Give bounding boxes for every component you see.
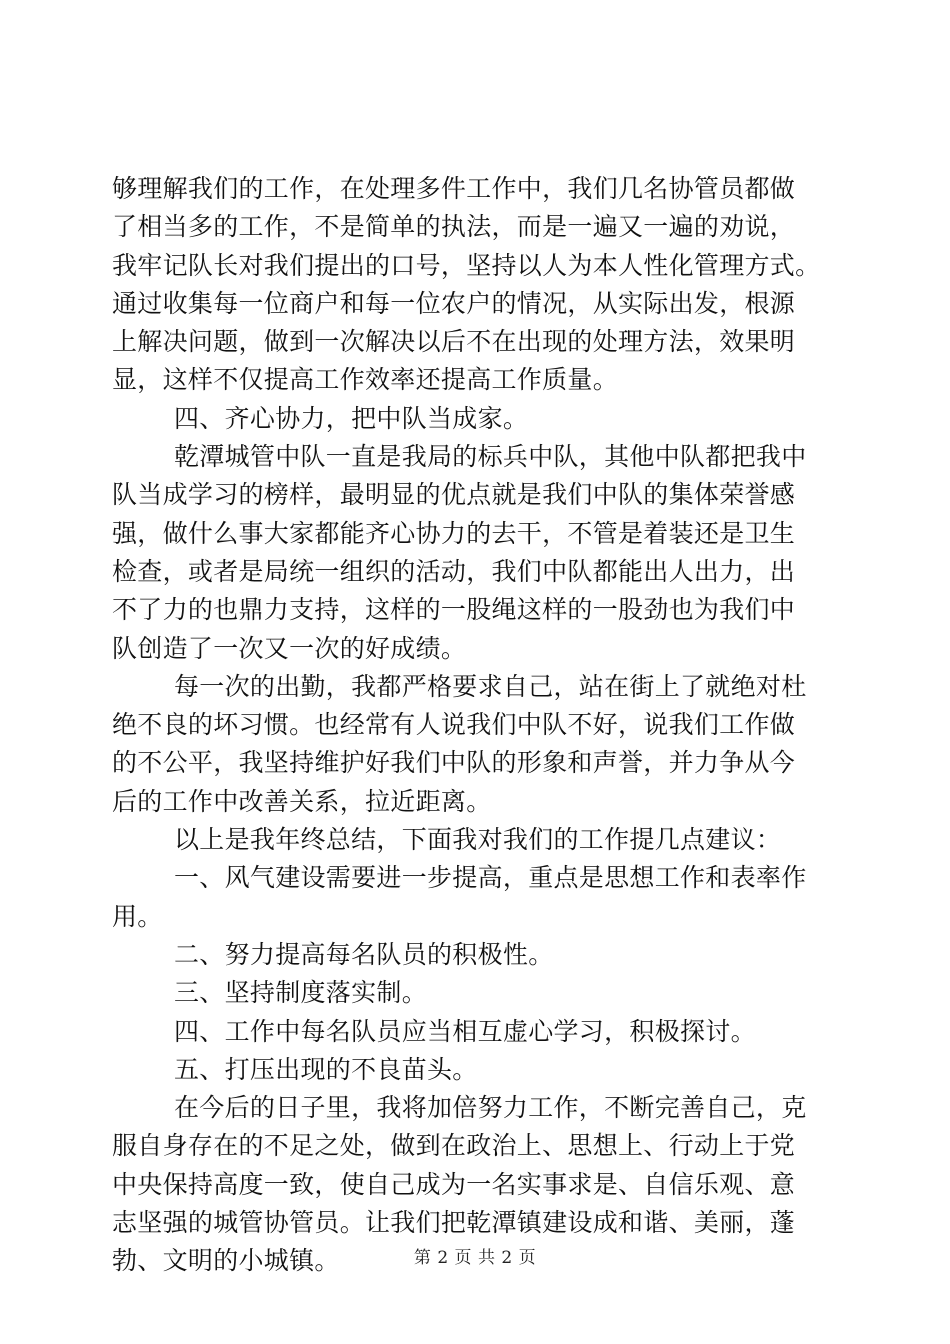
text-line: 通过收集每一位商户和每一位农户的情况，从实际出发，根源 xyxy=(112,288,796,318)
document-body xyxy=(112,170,842,1281)
text-line: 用。 xyxy=(112,901,163,931)
section-heading: 四、齐心协力，把中队当成家。 xyxy=(174,403,529,433)
text-line: 以上是我年终总结，下面我对我们的工作提几点建议： xyxy=(174,825,782,855)
text-line: 显，这样不仅提高工作效率还提高工作质量。 xyxy=(112,365,619,395)
suggestion-item: 一、风气建设需要进一步提高，重点是思想工作和表率作 xyxy=(174,863,807,893)
text-line: 上解决问题，做到一次解决以后不在出现的处理方法，效果明 xyxy=(112,327,796,357)
page-number-footer: 第 2 页 共 2 页 xyxy=(413,1248,537,1268)
suggestion-item: 四、工作中每名队员应当相互虚心学习，积极探讨。 xyxy=(174,1016,756,1046)
text-line: 强，做什么事大家都能齐心协力的去干，不管是着装还是卫生 xyxy=(112,518,796,548)
text-line: 了相当多的工作，不是简单的执法，而是一遍又一遍的劝说， xyxy=(112,212,796,242)
text-line: 每一次的出勤，我都严格要求自己，站在街上了就绝对杜 xyxy=(174,671,807,701)
suggestion-item: 二、努力提高每名队员的积极性。 xyxy=(174,939,554,969)
text-line: 队当成学习的榜样，最明显的优点就是我们中队的集体荣誉感 xyxy=(112,480,796,510)
text-line: 不了力的也鼎力支持，这样的一股绳这样的一股劲也为我们中 xyxy=(112,595,796,625)
text-line: 乾潭城管中队一直是我局的标兵中队，其他中队都把我中 xyxy=(174,442,807,472)
text-line: 我牢记队长对我们提出的口号，坚持以人为本人性化管理方式。 xyxy=(112,250,821,280)
text-line: 中央保持高度一致，使自己成为一名实事求是、自信乐观、意 xyxy=(112,1169,796,1199)
text-line: 勃、文明的小城镇。 xyxy=(112,1246,340,1276)
text-line: 在今后的日子里，我将加倍努力工作，不断完善自己，克 xyxy=(174,1093,807,1123)
text-line: 绝不良的坏习惯。也经常有人说我们中队不好，说我们工作做 xyxy=(112,710,796,740)
suggestion-item: 五、打压出现的不良苗头。 xyxy=(174,1054,478,1084)
suggestion-item: 三、坚持制度落实制。 xyxy=(174,978,428,1008)
text-line: 的不公平，我坚持维护好我们中队的形象和声誉，并力争从今 xyxy=(112,748,796,778)
text-line: 够理解我们的工作，在处理多件工作中，我们几名协管员都做 xyxy=(112,174,796,203)
text-line: 志坚强的城管协管员。让我们把乾潭镇建设成和谐、美丽，蓬 xyxy=(112,1208,796,1238)
text-line: 服自身存在的不足之处，做到在政治上、思想上、行动上于党 xyxy=(112,1131,796,1161)
text-line: 检查，或者是局统一组织的活动，我们中队都能出人出力，出 xyxy=(112,556,796,586)
text-line: 后的工作中改善关系，拉近距离。 xyxy=(112,786,492,816)
text-line: 队创造了一次又一次的好成绩。 xyxy=(112,633,467,663)
